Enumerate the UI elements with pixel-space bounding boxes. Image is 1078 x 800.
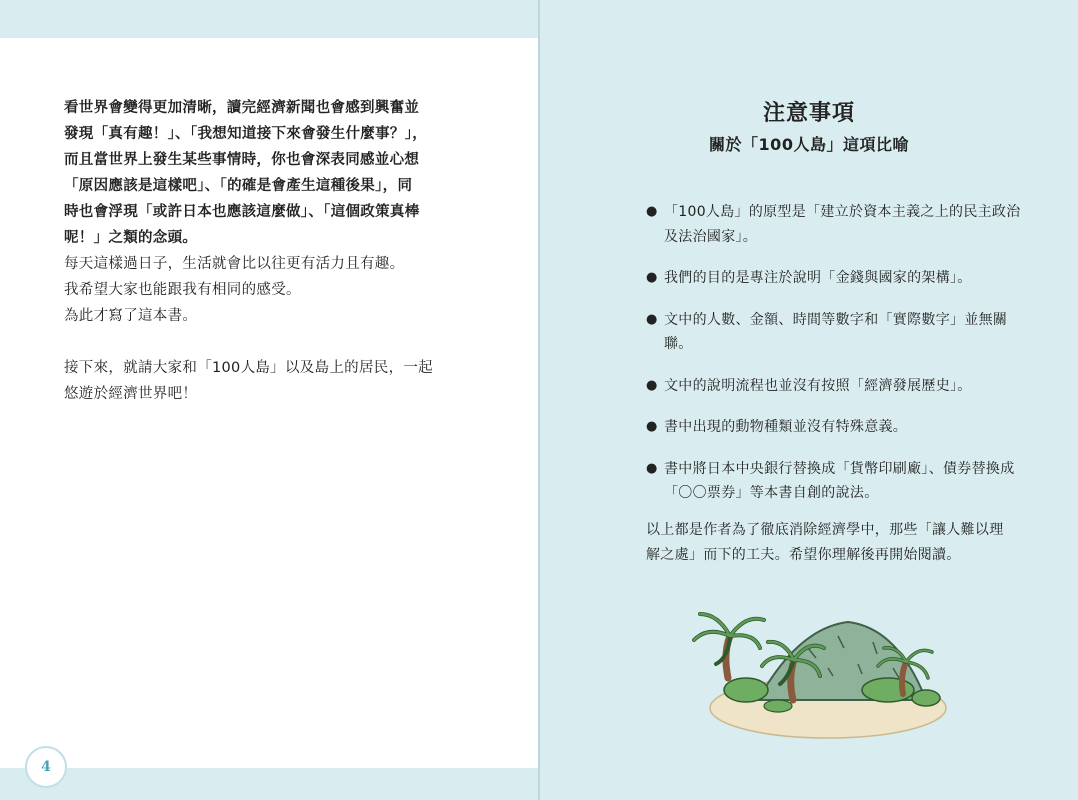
note-item	[646, 457, 1026, 506]
body-line-2: 我希望大家也能跟我有相同的感受。	[64, 282, 301, 298]
body-line-bold-4: 「原因應該是這樣吧」、「的確是會產生這種後果」，同	[64, 178, 413, 194]
notes-closing-line: 解之處」而下的工夫。希望你理解後再開始閱讀。	[646, 547, 961, 563]
note-item	[646, 374, 1026, 399]
bullet-icon: ●	[646, 419, 658, 434]
note-item	[646, 308, 1026, 357]
body-line-bold-5: 時也會浮現「或許日本也應該這麼做」、「這個政策真棒	[64, 204, 420, 220]
notes-closing	[646, 518, 1026, 568]
body-line-3: 為此才寫了這本書。	[64, 308, 198, 324]
body-line-bold-3: 而且當世界上發生某些事情時，你也會深表同感並心想	[64, 152, 420, 168]
notes-list	[646, 200, 1026, 523]
notes-title: 注意事項	[762, 101, 855, 126]
island-illustration	[688, 608, 950, 748]
bullet-icon: ●	[646, 204, 658, 219]
note-text-line: 「〇〇票券」等本書自創的說法。	[664, 485, 879, 501]
body-line-bold-1: 看世界會變得更加清晰，讀完經濟新聞也會感到興奮並	[64, 100, 420, 116]
note-text-line: 書中出現的動物種類並沒有特殊意義。	[664, 419, 908, 435]
bullet-icon: ●	[646, 311, 658, 327]
note-text-line: 文中的說明流程也並沒有按照「經濟發展歷史」。	[664, 377, 972, 394]
left-page-bottom-strip	[0, 768, 538, 800]
note-text-line: 「100人島」的原型是「建立於資本主義之上的民主政治	[664, 204, 1021, 220]
note-item	[646, 415, 1026, 440]
bullet-icon: ●	[646, 377, 658, 393]
note-text-line: 文中的人數、金額、時間等數字和「實際數字」並無關	[664, 311, 1008, 328]
notes-subtitle: 關於「100人島」這項比喻	[709, 135, 909, 154]
note-item	[646, 266, 1026, 291]
note-item	[646, 200, 1026, 249]
bullet-icon: ●	[646, 270, 658, 285]
note-text-line: 及法治國家」。	[664, 228, 758, 245]
notes-closing-line: 以上都是作者為了徹底消除經濟學中，那些「讓人難以理	[646, 522, 1004, 538]
body-line-bold-2: 發現「真有趣！」、「我想知道接下來會發生什麼事？」，	[64, 126, 428, 142]
note-text-line: 我們的目的是專注於說明「金錢與國家的架構」。	[664, 270, 972, 286]
body-line-1: 每天這樣過日子，生活就會比以往更有活力且有趣。	[64, 256, 405, 272]
note-text-line: 聯。	[664, 336, 693, 352]
left-page-body	[64, 95, 464, 407]
body-line-bold-6: 呢！」之類的念頭。	[64, 230, 198, 246]
closing-line-2: 悠遊於經濟世界吧！	[64, 386, 198, 402]
page-number-badge: 4	[25, 746, 67, 788]
paragraph-gap	[64, 329, 464, 355]
bullet-icon: ●	[646, 460, 658, 476]
note-text-line: 書中將日本中央銀行替換成「貨幣印刷廠」、債券替換成	[664, 460, 1015, 477]
closing-line-1: 接下來，就請大家和「100人島」以及島上的居民，一起	[64, 360, 433, 376]
